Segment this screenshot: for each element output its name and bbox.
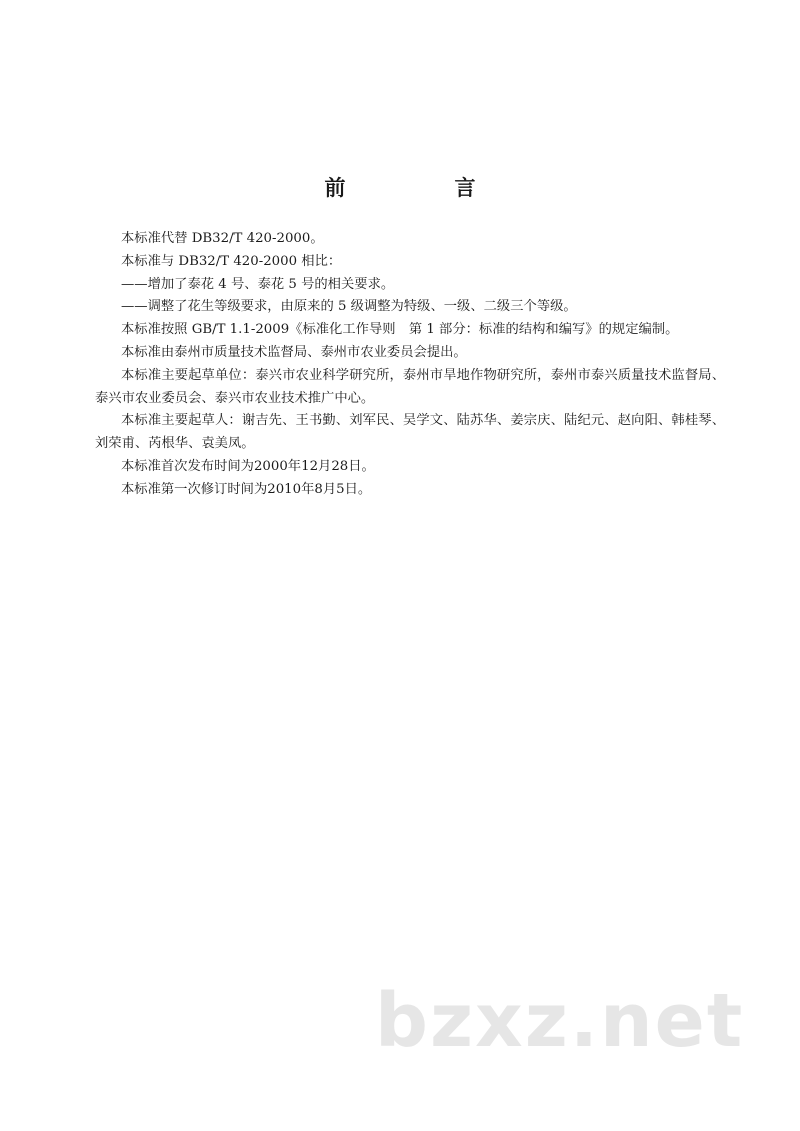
paragraph-drafting-units: 本标准主要起草单位：泰兴市农业科学研究所，泰州市旱地作物研究所，泰州市泰兴质量技术监督局、泰兴市农业委员会、泰兴市农业技术推广中心。 xyxy=(95,367,725,406)
paragraph-change-grades: ——调整了花生等级要求，由原来的 5 级调整为特级、一级、二级三个等级。 xyxy=(121,299,577,315)
page-title: 前 言 xyxy=(324,176,520,200)
paragraph-drafters: 本标准主要起草人：谢吉先、王书勤、刘军民、吴学文、陆苏华、姜宗庆、陆纪元、赵向阳、韩桂琴、刘荣甫、芮根华、袁美凤。 xyxy=(95,413,725,452)
paragraph-proposed-by: 本标准由泰州市质量技术监督局、泰州市农业委员会提出。 xyxy=(121,344,467,360)
paragraph-change-added: ——增加了泰花 4 号、泰花 5 号的相关要求。 xyxy=(121,276,395,292)
paragraph-compared: 本标准与 DB32/T 420-2000 相比： xyxy=(121,253,342,269)
paragraph-replaces: 本标准代替 DB32/T 420-2000。 xyxy=(121,231,324,246)
foreword-body xyxy=(95,228,725,502)
watermark: bzxz.net xyxy=(375,978,745,1064)
paragraph-first-revised: 本标准第一次修订时间为2010年8月5日。 xyxy=(121,481,372,497)
paragraph-first-issued: 本标准首次发布时间为2000年12月28日。 xyxy=(121,458,375,474)
paragraph-drafting-rules: 本标准按照 GB/T 1.1-2009《标准化工作导则 第 1 部分：标准的结构和编写》的规定编制。 xyxy=(121,322,679,338)
